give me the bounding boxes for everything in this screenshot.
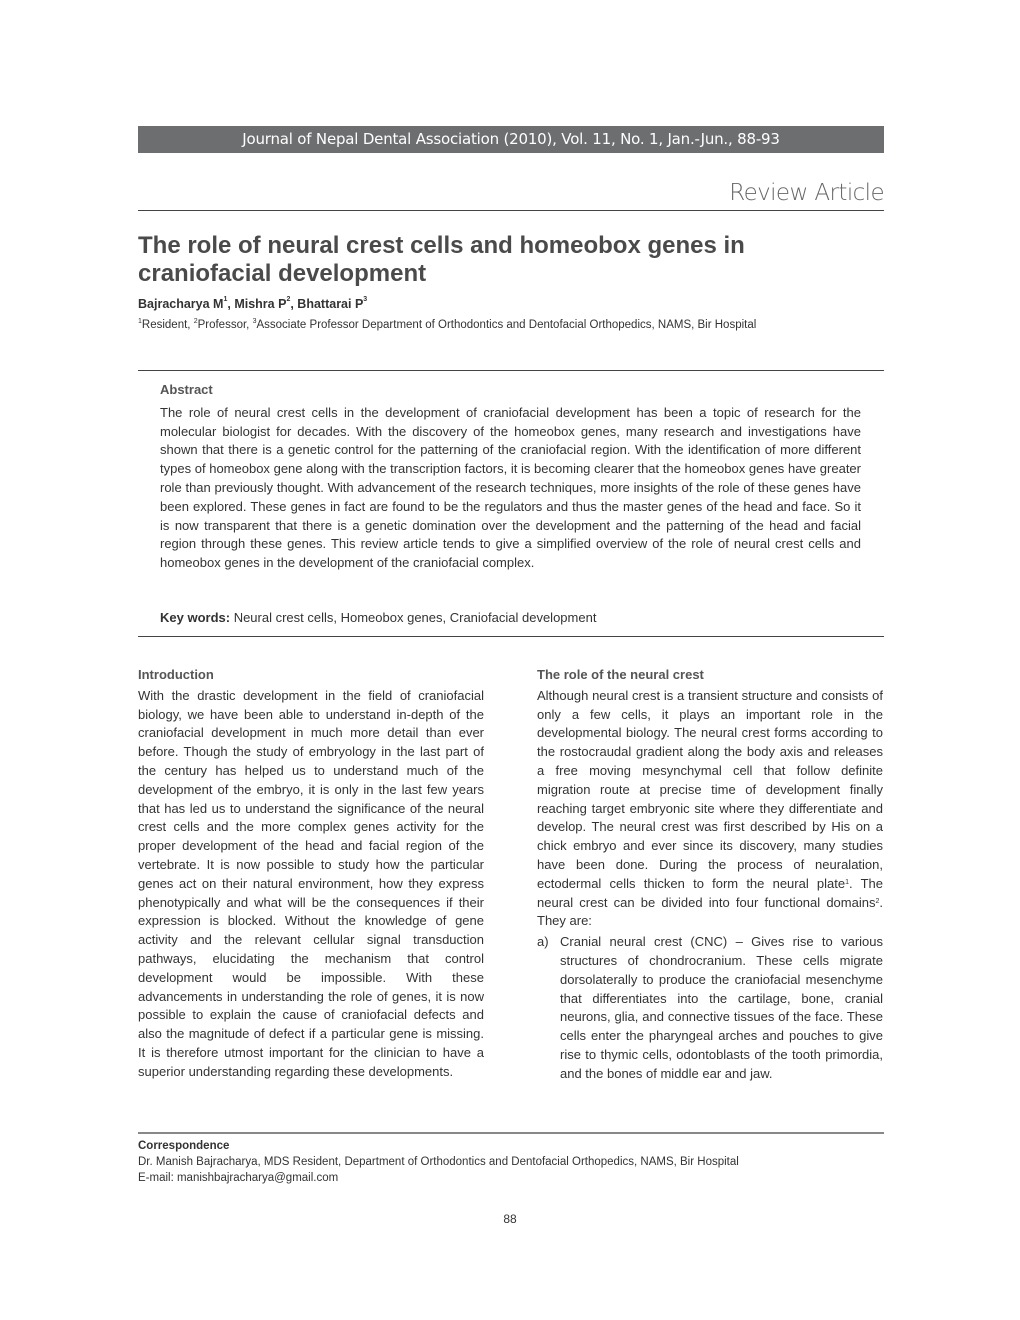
divider: [138, 1132, 884, 1134]
affil-sup: 1: [138, 318, 142, 325]
list-item: [537, 933, 883, 1083]
divider: [138, 210, 884, 211]
list-item-text: Cranial neural crest (CNC) – Gives rise to various structures of chondrocranium. These cells migrate dorsolaterally to produce the craniofacial mesenchyme that differentiates into the cartilage, bone, cranial neurons, glia, and connective tissues of the face. These cells enter the pharyngeal arches and pouches to give rise to thymic cells, odontoblasts of the tooth primordia, and the bones of middle ear and jaw.: [560, 934, 883, 1081]
neural-crest-text: [537, 687, 883, 931]
author: Bhattarai P: [297, 297, 364, 311]
affil-text: Resident,: [141, 319, 194, 331]
correspondence-email: E-mail: manishbajracharya@gmail.com: [138, 1172, 339, 1184]
neural-crest-section: [537, 666, 883, 1084]
journal-header-band: Journal of Nepal Dental Association (2010), Vol. 11, No. 1, Jan.-Jun., 88-93: [138, 126, 884, 153]
affil-sup: 3: [252, 318, 257, 325]
correspondence-heading: Correspondence: [138, 1140, 230, 1152]
article-title: The role of neural crest cells and homeobox genes in craniofacial development: [138, 232, 745, 287]
keywords: [160, 610, 596, 625]
text-run: . They are:: [537, 894, 883, 929]
authors: Bajracharya $M^1$, Mishra $P^2$, Bhattarai $P^3$: [138, 296, 368, 311]
neural-crest-heading: The role of the neural crest: [537, 667, 704, 682]
divider: [138, 370, 884, 371]
affil-text: Associate Professor Department of Orthodontics and Dentofacial Orthopedics, NAMS, Bir Hospital: [256, 319, 757, 331]
keywords-label: Key words:: [160, 610, 231, 625]
citation: 1: [845, 878, 850, 886]
introduction-section: [138, 666, 484, 1082]
correspondence: [138, 1138, 739, 1186]
list-marker: a): [537, 934, 549, 950]
abstract-text: The role of neural crest cells in the development of craniofacial development has been a topic of research for the molecular biologist for decades. With the discovery of the homeobox genes, many research and investigations have shown that there is a genetic control for the patterning of the craniofacial region. With the identification of more different types of homeobox gene along with the transcription factors, it is becoming clearer that the homeobox genes have greater role than previously thought. With advancement of the research techniques, more insights of the role of these genes have been explored. These genes in fact are found to be the regulators and thus the master genes of the head and face. So it is now transparent that there is a genetic domination over the development and the patterning of the head and facial region through these genes. This review article tends to give a simplified overview of the role of neural crest cells and homeobox genes in the development of the craniofacial complex.: [160, 404, 861, 571]
author-sup: 2: [286, 296, 291, 303]
author-sup: 3: [363, 296, 368, 303]
author: Bajracharya M: [138, 297, 224, 311]
text-run: Although neural crest is a transient structure and consists of only a few cells, it plays an important role in the developmental biology. The neural crest forms according to the rostocraudal gradient along the body axis and releases a free moving mesynchymal cell that follow definite migration route at precise time of development finally reaching target embryonic site where they differentiate and develop. The neural crest was first described by His on a chick embryo and ever since its discovery, many studies have been done. During the process of neuralation, ectodermal cells thicken to form the neural plate: [537, 687, 883, 891]
author-sup: 1: [223, 296, 228, 303]
correspondence-address: Dr. Manish Bajracharya, MDS Resident, Department of Orthodontics and Dentofacial Orthopedics, NAMS, Bir Hospital: [138, 1156, 739, 1168]
article-type: Review Article: [729, 180, 884, 206]
affil-text: Professor,: [197, 319, 253, 331]
domain-list: [537, 933, 883, 1083]
abstract: [160, 381, 861, 573]
divider: [138, 636, 884, 637]
affiliation: [138, 319, 756, 331]
citation: 2: [875, 897, 880, 905]
affil-sup: 2: [193, 318, 198, 325]
text-run: . The neural crest can be divided into four functional domains: [537, 875, 884, 910]
author: Mishra P: [234, 297, 287, 311]
introduction-text: With the drastic development in the field of craniofacial biology, we have been able to understand in-depth of the craniofacial development in much more detail than ever before. Though the study of embryology in the last part of the century has helped us to understand much of the development of the embryo, it is only in the last few years that has led us to understand the significance of the neural crest cells and the more complex genes activity for the proper development of the head and facial region of the vertebrate. It is now possible to study how the particular genes act on their natural environment, how they express phenotypically and what will be the consequences if their expression is blocked. Without the knowledge of gene activity and the relevant cellular signal transduction pathways, elucidating the mechanism that control development would be impossible. With these advancements in understanding the role of genes, it is now possible to explain the cause of craniofacial defects and also the magnitude of defect if a particular gene is missing. It is therefore utmost important for the clinician to have a superior understanding regarding these developments.: [138, 687, 484, 1079]
introduction-heading: Introduction: [138, 667, 214, 682]
page-number: 88: [503, 1212, 517, 1226]
abstract-heading: Abstract: [160, 382, 213, 397]
keywords-text: Neural crest cells, Homeobox genes, Craniofacial development: [230, 610, 597, 625]
